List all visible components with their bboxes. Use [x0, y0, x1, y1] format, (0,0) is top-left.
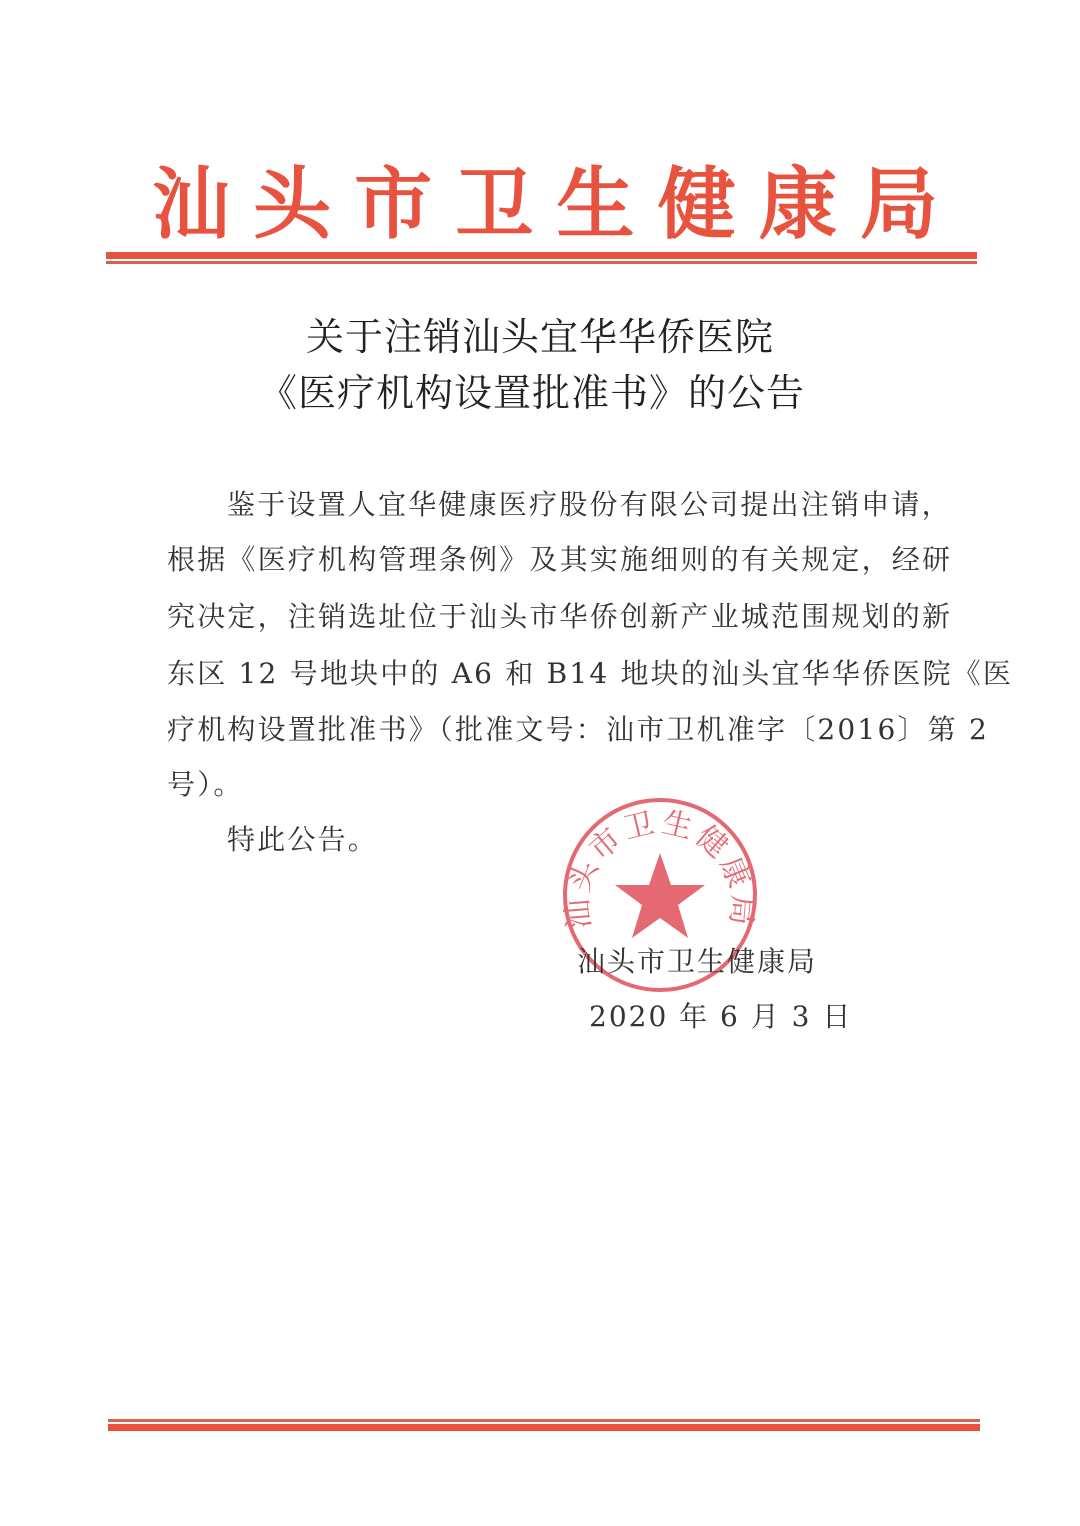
star-icon — [615, 853, 705, 938]
body-line: 号）。 — [167, 768, 244, 801]
body-line: 鉴于设置人宜华健康医疗股份有限公司提出注销申请， — [227, 488, 952, 521]
signature-org: 汕头市卫生健康局 — [577, 945, 818, 978]
letterhead-char: 健 — [657, 159, 736, 250]
document-title-line-1: 关于注销汕头宜华华侨医院 — [305, 315, 774, 359]
letterhead-char: 汕 — [151, 159, 230, 250]
body-line: 究决定，注销选址位于汕头市华侨创新产业城范围规划的新 — [167, 600, 953, 633]
footer-rule-thin — [108, 1419, 980, 1422]
letterhead-char: 康 — [758, 159, 837, 250]
body-line: 根据《医疗机构管理条例》及其实施细则的有关规定，经研 — [167, 543, 953, 576]
letterhead-char: 局 — [859, 159, 938, 250]
seal-text: 汕头市卫生健康局 — [560, 804, 760, 931]
header-rule-thin — [106, 261, 977, 264]
footer-rule-thick — [108, 1424, 980, 1431]
body-line: 疗机构设置批准书》（批准文号：汕市卫机准字〔2016〕第 2 — [167, 713, 989, 746]
letterhead-char: 生 — [556, 159, 635, 250]
header-rule-thick — [106, 252, 977, 259]
letterhead-title — [150, 148, 940, 248]
letterhead-char: 市 — [354, 159, 433, 250]
closing-line: 特此公告。 — [227, 823, 379, 856]
signature-date: 2020 年 6 月 3 日 — [589, 1000, 853, 1033]
letterhead-char: 头 — [253, 159, 332, 250]
body-line: 东区 12 号地块中的 A6 和 B14 地块的汕头宜华华侨医院《医 — [167, 657, 1014, 690]
letterhead-char: 卫 — [455, 159, 534, 250]
document-title-line-2: 《医疗机构设置批准书》的公告 — [258, 371, 805, 415]
